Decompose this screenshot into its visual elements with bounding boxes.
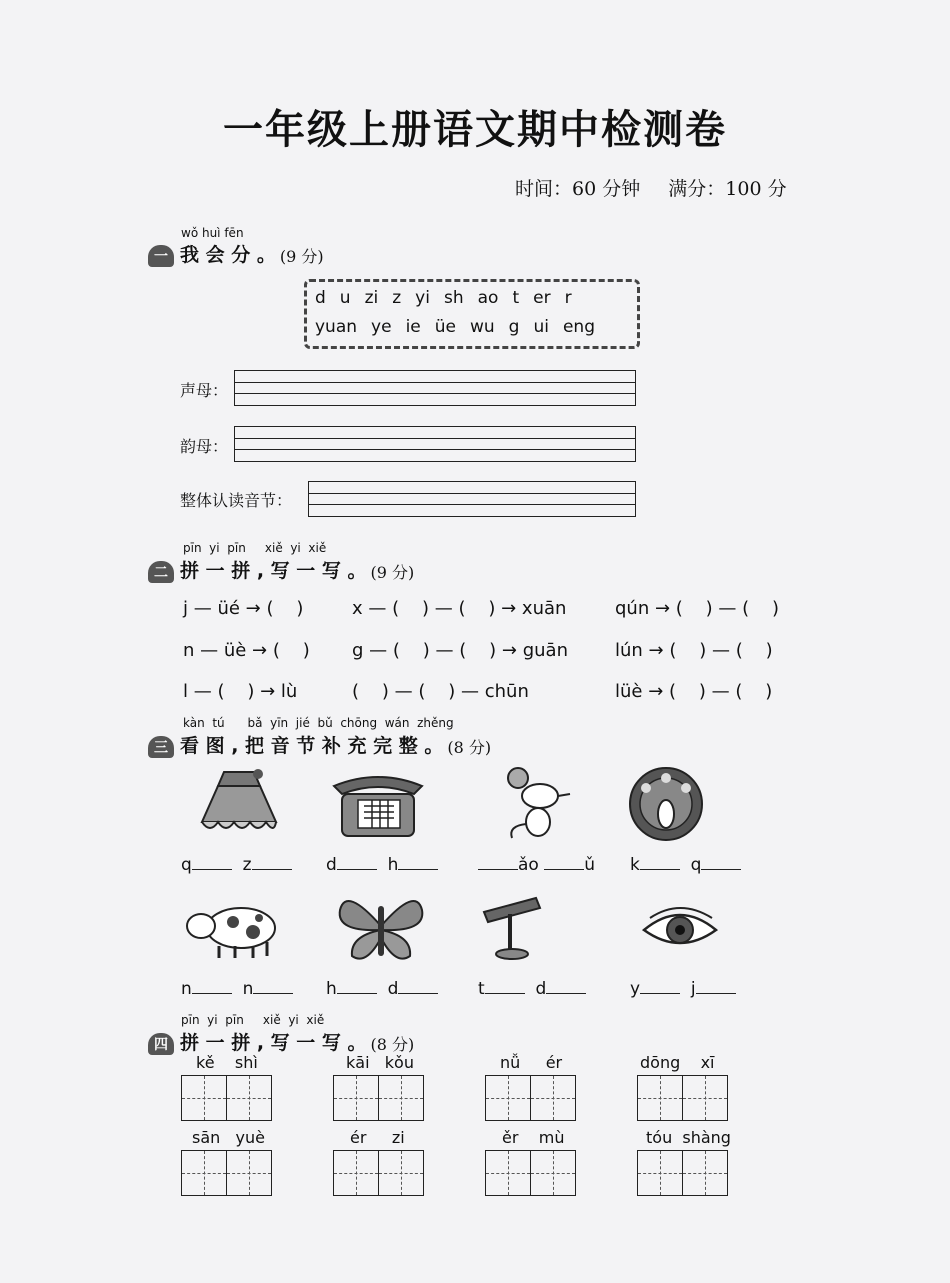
section-1-score: (9 分) (279, 247, 324, 266)
fill-blank-cow (181, 977, 293, 999)
blank[interactable] (337, 977, 377, 994)
fill-blank-mouse (478, 853, 595, 875)
blank-letter: ǎo (518, 855, 539, 875)
syllable: üe (434, 317, 456, 337)
blank-letter: h (387, 855, 399, 875)
syllable: er (533, 288, 551, 308)
section-1-title: 我 会 分 。 (180, 244, 276, 266)
page-title: 一年级上册语文期中检测卷 (223, 107, 727, 153)
spell-item: n — üè → ( ) (183, 640, 310, 661)
spell-item: l — ( ) → lù (183, 681, 298, 702)
blank[interactable] (252, 853, 292, 870)
exam-meta (515, 174, 809, 201)
spell-item: x — ( ) — ( ) → xuān (352, 598, 567, 619)
blank-letter: d (535, 979, 547, 999)
syllable: yuan (315, 317, 358, 337)
skirt-icon (196, 764, 282, 840)
writing-grid[interactable] (637, 1150, 728, 1196)
blank[interactable] (398, 853, 438, 870)
word-pinyin: sān yuè (192, 1128, 265, 1147)
section-2-title: 拼 一 拼 , 写 一 写 。 (180, 560, 367, 582)
syllable: g (508, 317, 520, 337)
blank[interactable] (478, 853, 518, 870)
answer-lines-finals[interactable] (234, 426, 636, 462)
spell-item: lüè → ( ) — ( ) (615, 681, 773, 702)
writing-grid[interactable] (333, 1150, 424, 1196)
spell-item: ( ) — ( ) — chūn (352, 681, 529, 702)
label-initials: 声母： (180, 381, 229, 400)
fill-blank-butterfly (326, 977, 438, 999)
fill-blank-telephone (326, 853, 438, 875)
fill-blank-eye (630, 977, 736, 999)
fill-blank-lamp (478, 977, 586, 999)
syllable: zi (364, 288, 379, 308)
blank-letter: n (242, 979, 254, 999)
syllable-box (304, 279, 640, 349)
blank-letter: j (690, 979, 696, 999)
blank[interactable] (192, 853, 232, 870)
blank-letter: z (242, 855, 252, 875)
writing-grid[interactable] (485, 1150, 576, 1196)
syllable: yi (415, 288, 430, 308)
blank[interactable] (485, 977, 525, 994)
syllable: eng (562, 317, 595, 337)
blank-letter: n (181, 979, 192, 999)
syllable: ie (405, 317, 421, 337)
section-1-heading (148, 240, 324, 267)
section-2-score: (9 分) (370, 563, 415, 582)
syllable: t (512, 288, 520, 308)
writing-grid[interactable] (333, 1075, 424, 1121)
blank[interactable] (337, 853, 377, 870)
blank-letter: ǔ (584, 855, 596, 875)
syllable: sh (443, 288, 464, 308)
blank[interactable] (701, 853, 741, 870)
section-3-heading (148, 731, 491, 758)
word-pinyin: kě shì (196, 1053, 258, 1072)
section-1-badge: 一 (148, 245, 174, 267)
time-limit: 时间：60 分钟 (515, 178, 641, 200)
label-finals: 韵母： (180, 437, 229, 456)
syllable: ui (533, 317, 549, 337)
eye-icon (640, 900, 720, 956)
blank-letter: k (630, 855, 640, 875)
word-pinyin: kāi kǒu (346, 1053, 414, 1072)
section-1-pinyin: wǒ huì fēn (181, 226, 244, 240)
syllable: u (339, 288, 351, 308)
section-4-pinyin: pīn yi pīn xiě yi xiě (181, 1013, 325, 1027)
syllable: ye (371, 317, 392, 337)
fill-blank-peacock (630, 853, 741, 875)
blank-letter: h (326, 979, 337, 999)
answer-lines-whole-syllables[interactable] (308, 481, 636, 517)
word-pinyin: nǚ ér (500, 1053, 563, 1072)
section-3-badge: 三 (148, 736, 174, 758)
spell-item: lún → ( ) — ( ) (615, 640, 773, 661)
syllable: ao (477, 288, 499, 308)
section-3-title: 看 图 , 把 音 节 补 充 完 整 。 (180, 735, 444, 757)
blank[interactable] (696, 977, 736, 994)
writing-grid[interactable] (181, 1150, 272, 1196)
fill-blank-skirt (181, 853, 292, 875)
syllable-row-1 (315, 288, 586, 308)
answer-lines-initials[interactable] (234, 370, 636, 406)
spell-item: qún → ( ) — ( ) (615, 598, 780, 619)
word-pinyin: dōng xī (640, 1053, 715, 1072)
writing-grid[interactable] (485, 1075, 576, 1121)
syllable: r (564, 288, 572, 308)
section-4-score: (8 分) (370, 1035, 415, 1054)
section-3-score: (8 分) (447, 738, 492, 757)
blank[interactable] (544, 853, 584, 870)
section-4-heading (148, 1028, 414, 1055)
blank-letter: y (630, 979, 641, 999)
writing-grid[interactable] (637, 1075, 728, 1121)
section-4-title: 拼 一 拼 , 写 一 写 。 (180, 1032, 367, 1054)
mouse-icon (500, 764, 574, 840)
syllable: wu (469, 317, 495, 337)
butterfly-icon (336, 886, 426, 966)
spell-item: g — ( ) — ( ) → guān (352, 640, 568, 661)
syllable: z (392, 288, 402, 308)
label-whole-syllables: 整体认读音节： (180, 491, 293, 510)
cow-icon (183, 896, 281, 962)
blank[interactable] (640, 977, 680, 994)
word-pinyin: ěr mù (502, 1128, 565, 1147)
full-score: 满分：100 分 (668, 178, 787, 200)
blank-letter: q (690, 855, 702, 875)
blank-letter: q (181, 855, 192, 875)
section-2-heading (148, 556, 414, 583)
telephone-icon (328, 768, 428, 840)
blank[interactable] (192, 977, 232, 994)
section-4-badge: 四 (148, 1033, 174, 1055)
section-2-pinyin: pīn yi pīn xiě yi xiě (183, 541, 327, 555)
word-pinyin: ér zi (350, 1128, 405, 1147)
word-pinyin: tóu shàng (646, 1128, 731, 1147)
section-3-pinyin: kàn tú bǎ yīn jié bǔ chōng wán zhěng (183, 716, 454, 730)
syllable-row-2 (315, 317, 609, 337)
spell-item: j — üé → ( ) (183, 598, 304, 619)
blank[interactable] (640, 853, 680, 870)
blank-letter: d (326, 855, 337, 875)
syllable: d (315, 288, 326, 308)
blank-letter: d (387, 979, 399, 999)
blank[interactable] (398, 977, 438, 994)
section-2-badge: 二 (148, 561, 174, 583)
peacock-icon (626, 764, 706, 844)
blank[interactable] (546, 977, 586, 994)
desk-lamp-icon (480, 892, 544, 962)
blank[interactable] (253, 977, 293, 994)
writing-grid[interactable] (181, 1075, 272, 1121)
blank-letter: t (478, 979, 485, 999)
